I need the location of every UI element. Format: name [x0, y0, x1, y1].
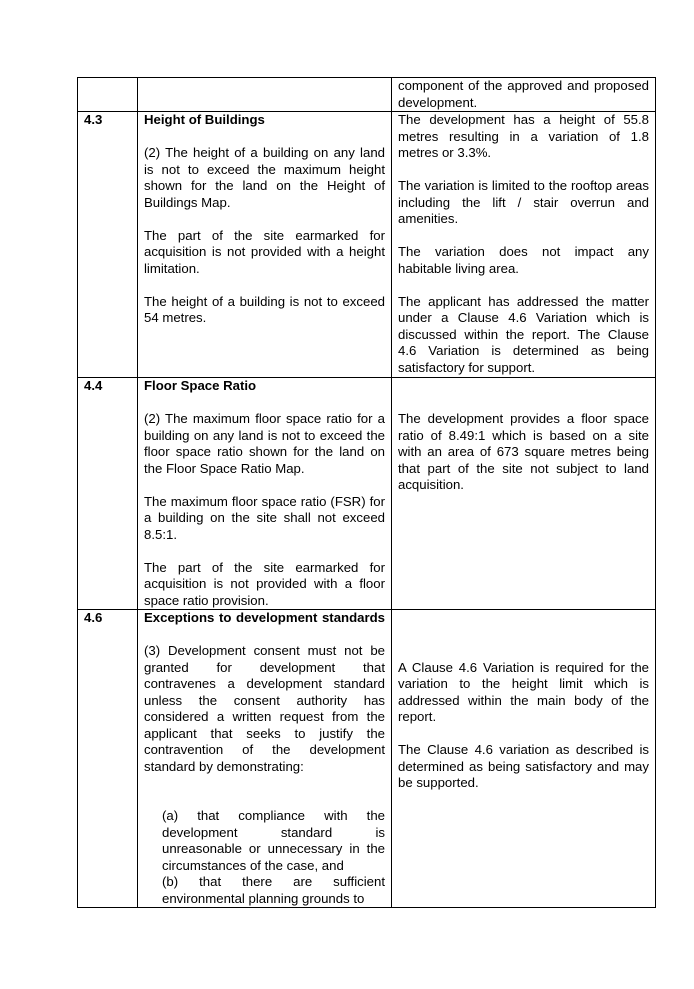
comment-paragraph: The variation is limited to the rooftop areas including the lift / stair overrun and amenities.	[398, 178, 649, 226]
comment-paragraph: component of the approved and proposed development.	[398, 78, 649, 110]
control-paragraph: The part of the site earmarked for acquisition is not provided with a height limitation.	[144, 227, 385, 276]
comment-cell	[392, 378, 656, 610]
control-cell	[138, 78, 392, 112]
comment-cell	[392, 610, 656, 908]
control-cell	[138, 610, 392, 908]
clause-title: Height of Buildings	[144, 112, 265, 127]
comment-paragraph: The applicant has addressed the matter under a Clause 4.6 Variation which is discussed within the report. The Clause 4.6 Variation is determined as being satisfactory for support.	[398, 293, 649, 375]
clause-number: 4.4	[78, 378, 138, 610]
comment-paragraph: The development provides a floor space ratio of 8.49:1 which is based on a site with an area of 673 square metres being that part of the site not subject to land acquisition.	[398, 411, 649, 492]
table-row	[78, 378, 656, 610]
comment-cell	[392, 112, 656, 378]
compliance-table	[77, 77, 656, 908]
clause-title: Exceptions to development standards	[144, 610, 385, 625]
comment-cell	[392, 78, 656, 112]
control-paragraph: The height of a building is not to exceed 54 metres.	[144, 293, 385, 325]
clause-number: 4.3	[78, 112, 138, 378]
sub-clause-item: (b) that there are sufficient environmental planning grounds to	[162, 874, 385, 906]
control-paragraph: (2) The height of a building on any land is not to exceed the maximum height shown for the land on the Height of Buildings Map.	[144, 145, 385, 210]
comment-paragraph: A Clause 4.6 Variation is required for the variation to the height limit which is addressed within the main body of the report.	[398, 659, 649, 724]
clause-title: Floor Space Ratio	[144, 378, 257, 393]
clause-number	[78, 78, 138, 112]
comment-paragraph: The variation does not impact any habitable living area.	[398, 244, 649, 276]
control-paragraph: (2) The maximum floor space ratio for a building on any land is not to exceed the floor space ratio shown for the land on the Floor Space Ratio Map.	[144, 411, 385, 476]
table-row	[78, 78, 656, 112]
sub-clause-item: (a) that compliance with the development standard is unreasonable or unnecessary in the circumstances of the case, and	[162, 808, 385, 873]
table-row	[78, 610, 656, 908]
sub-clause-list	[144, 808, 385, 907]
control-cell	[138, 112, 392, 378]
comment-paragraph: The Clause 4.6 variation as described is determined as being satisfactory and may be supported.	[398, 742, 649, 790]
clause-number: 4.6	[78, 610, 138, 908]
control-cell	[138, 378, 392, 610]
control-paragraph: The maximum floor space ratio (FSR) for a building on the site shall not exceed 8.5:1.	[144, 493, 385, 542]
comment-paragraph: The development has a height of 55.8 metres resulting in a variation of 1.8 metres or 3.3%.	[398, 112, 649, 160]
table-row	[78, 112, 656, 378]
control-paragraph: The part of the site earmarked for acquisition is not provided with a floor space ratio provision.	[144, 559, 385, 608]
control-paragraph: (3) Development consent must not be granted for development that contravenes a development standard unless the consent authority has considered a written request from the applicant that seeks to justify the contravention of the development standard by demonstrating:	[144, 643, 385, 774]
